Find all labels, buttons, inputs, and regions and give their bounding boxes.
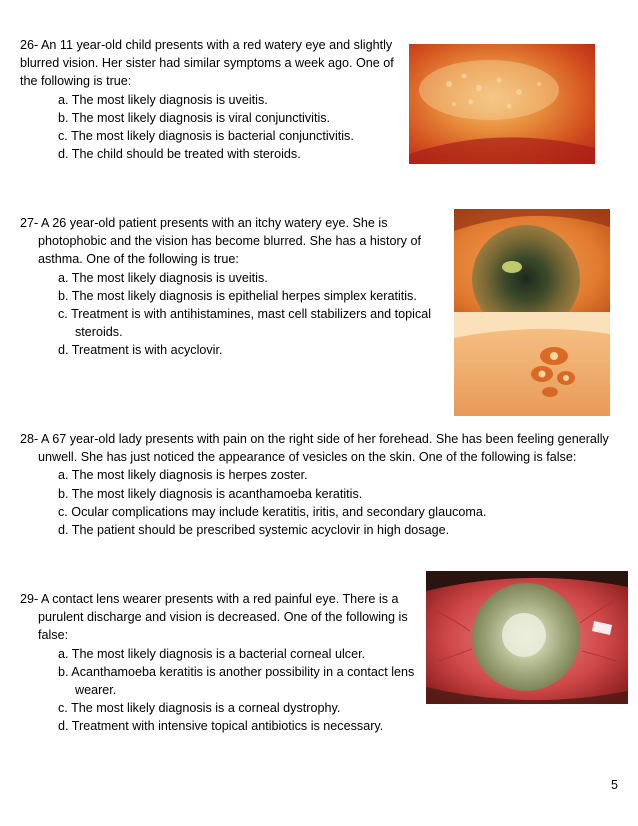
question-stem: 26- An 11 year-old child presents with a red watery eye and slightly blurred vision. Her sister had similar symptoms a week ago. One of the following is true: [20,38,394,89]
option-d: d. The patient should be prescribed systemic acyclovir in high dosage. [58,523,450,538]
option-d: d. The child should be treated with steroids. [58,147,301,162]
question-stem: 29- A contact lens wearer presents with a red painful eye. There is a purulent discharge and vision is decreased. One of the following is false: [20,592,408,643]
corneal-ulcer-photo [426,571,628,704]
option-b: b. The most likely diagnosis is epithelial herpes simplex keratitis. [58,288,417,303]
option-c: c. Ocular complications may include keratitis, iritis, and secondary glaucoma. [58,504,487,519]
page-number: 5 [611,778,618,792]
question-stem: 28- A 67 year-old lady presents with pain on the right side of her forehead. She has been feeling generally unwell. She has just noticed the appearance of vesicles on the skin. One of the following is false: [20,432,609,465]
option-a: a. The most likely diagnosis is uveitis. [58,92,268,107]
option-b: b. The most likely diagnosis is acanthamoeba keratitis. [58,486,363,501]
option-d: d. Treatment with intensive topical antibiotics is necessary. [58,719,384,734]
option-a: a. The most likely diagnosis is a bacterial corneal ulcer. [58,646,366,661]
option-d: d. Treatment is with acyclovir. [58,343,223,358]
conjunctivitis-photo [409,44,595,164]
option-c: c. The most likely diagnosis is bacterial conjunctivitis. [58,129,354,144]
option-a: a. The most likely diagnosis is herpes zoster. [58,468,308,483]
question-stem: 27- A 26 year-old patient presents with an itchy watery eye. She is photophobic and the vision has become blurred. She has a history of asthma. One of the following is true: [20,216,421,267]
question-29 [20,590,418,736]
option-b: b. Acanthamoeba keratitis is another possibility in a contact lens wearer. [58,664,415,698]
option-c: c. The most likely diagnosis is a corneal dystrophy. [58,701,341,716]
question-27 [20,214,452,360]
option-b: b. The most likely diagnosis is viral conjunctivitis. [58,110,331,125]
vernal-keratoconjunctivitis-photo-bottom [454,312,610,416]
option-a: a. The most likely diagnosis is uveitis. [58,270,268,285]
option-c: c. Treatment is with antihistamines, mast cell stabilizers and topical steroids. [58,307,432,340]
question-26 [20,36,405,163]
vernal-keratoconjunctivitis-photo-top [454,209,610,312]
question-28 [20,430,622,539]
